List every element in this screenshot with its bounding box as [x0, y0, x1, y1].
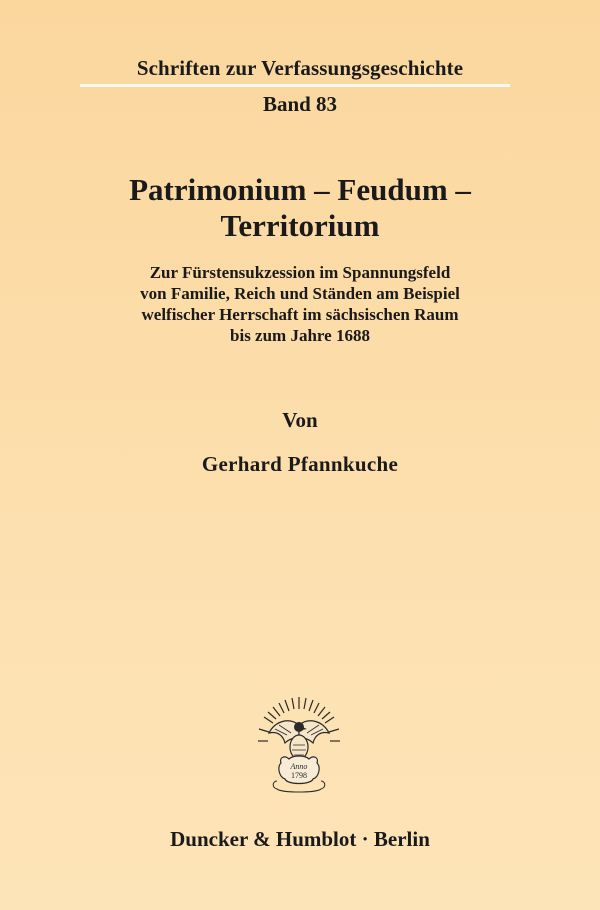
logo-text-line: 1798: [291, 771, 307, 780]
book-subtitle: [0, 262, 600, 346]
book-title: [0, 172, 600, 244]
subtitle-line: Zur Fürstensukzession im Spannungsfeld: [149, 263, 451, 282]
series-title: Schriften zur Verfassungsgeschichte: [136, 56, 464, 80]
logo-text-line: Anno: [290, 762, 308, 771]
author-name: Gerhard Pfannkuche: [201, 452, 399, 476]
publisher-line: Duncker & Humblot · Berlin: [170, 827, 430, 851]
title-line: Territorium: [220, 208, 380, 243]
subtitle-line: von Familie, Reich und Ständen am Beispiel: [140, 284, 460, 303]
subtitle-line: welfischer Herrschaft im sächsischen Raum: [141, 305, 459, 324]
subtitle-line: bis zum Jahre 1688: [230, 326, 370, 345]
volume-number: Band 83: [262, 92, 338, 116]
divider-rule: [80, 84, 510, 87]
publisher-logo: [255, 695, 343, 795]
by-label: Von: [282, 408, 318, 432]
title-line: Patrimonium – Feudum –: [129, 172, 471, 207]
eagle-logo-icon: [255, 695, 343, 795]
